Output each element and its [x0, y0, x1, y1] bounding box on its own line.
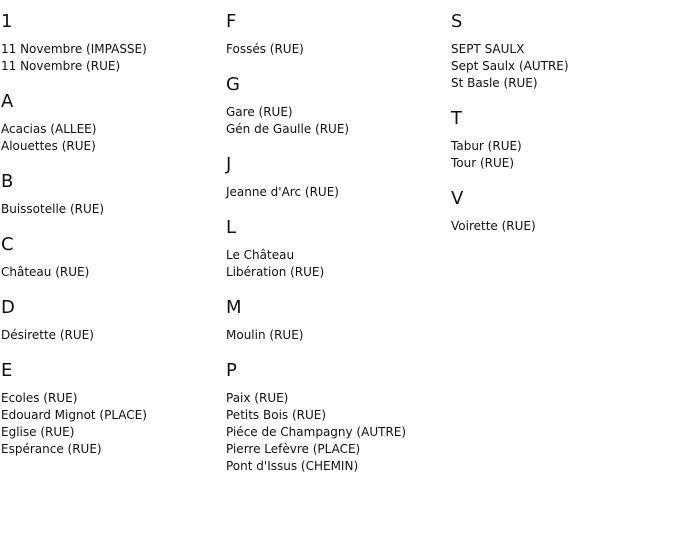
- street-link[interactable]: Eglise (RUE): [1, 425, 75, 439]
- letter-group: [451, 11, 671, 92]
- letter-group: [1, 297, 221, 344]
- letter-heading: J: [226, 154, 232, 175]
- street-link[interactable]: Le Château: [226, 248, 295, 262]
- letter-heading: V: [451, 188, 464, 209]
- street-link[interactable]: Pierre Lefèvre (PLACE): [226, 442, 361, 456]
- letter-heading: 1: [1, 11, 13, 32]
- letter-heading: L: [226, 217, 237, 238]
- street-link[interactable]: Gén de Gaulle (RUE): [226, 122, 350, 136]
- letter-group: [226, 154, 446, 201]
- street-link[interactable]: Château (RUE): [1, 265, 90, 279]
- street-link[interactable]: Voirette (RUE): [451, 219, 536, 233]
- letter-heading: G: [226, 74, 240, 95]
- letter-heading: M: [226, 297, 242, 318]
- letter-group: [226, 11, 446, 58]
- letter-heading: A: [1, 91, 14, 112]
- street-link[interactable]: SEPT SAULX: [451, 42, 525, 56]
- street-link[interactable]: Tabur (RUE): [451, 139, 522, 153]
- letter-group: [1, 234, 221, 281]
- letter-group: [1, 91, 221, 155]
- street-link[interactable]: Ecoles (RUE): [1, 391, 78, 405]
- street-link[interactable]: Fossés (RUE): [226, 42, 304, 56]
- letter-heading: C: [1, 234, 14, 255]
- letter-group: [226, 297, 446, 344]
- street-index-column-2: [226, 11, 446, 491]
- street-link[interactable]: 11 Novembre (RUE): [1, 59, 121, 73]
- letter-group: [226, 217, 446, 281]
- street-link[interactable]: Espérance (RUE): [1, 442, 102, 456]
- street-link[interactable]: Acacias (ALLEE): [1, 122, 97, 136]
- letter-heading: D: [1, 297, 15, 318]
- street-link[interactable]: Gare (RUE): [226, 105, 293, 119]
- letter-heading: P: [226, 360, 237, 381]
- street-link[interactable]: Moulin (RUE): [226, 328, 304, 342]
- letter-heading: E: [1, 360, 13, 381]
- letter-heading: B: [1, 171, 14, 192]
- letter-heading: F: [226, 11, 237, 32]
- street-index-column-1: [1, 11, 221, 474]
- street-link[interactable]: Paix (RUE): [226, 391, 289, 405]
- street-link[interactable]: Buissotelle (RUE): [1, 202, 105, 216]
- street-link[interactable]: Tour (RUE): [451, 156, 515, 170]
- street-link[interactable]: Libération (RUE): [226, 265, 325, 279]
- letter-group: [1, 171, 221, 218]
- letter-group: [1, 360, 221, 458]
- letter-heading: S: [451, 11, 463, 32]
- letter-group: [1, 11, 221, 75]
- letter-heading: T: [451, 108, 462, 129]
- letter-group: [451, 108, 671, 172]
- street-link[interactable]: Alouettes (RUE): [1, 139, 96, 153]
- letter-group: [226, 74, 446, 138]
- street-index-column-3: [451, 11, 671, 251]
- letter-group: [451, 188, 671, 235]
- street-link[interactable]: Edouard Mignot (PLACE): [1, 408, 147, 422]
- street-link[interactable]: Jeanne d'Arc (RUE): [226, 185, 339, 199]
- street-link[interactable]: Désirette (RUE): [1, 328, 94, 342]
- street-link[interactable]: Petits Bois (RUE): [226, 408, 327, 422]
- street-link[interactable]: 11 Novembre (IMPASSE): [1, 42, 147, 56]
- street-link[interactable]: Sept Saulx (AUTRE): [451, 59, 569, 73]
- letter-group: [226, 360, 446, 475]
- street-link[interactable]: St Basle (RUE): [451, 76, 538, 90]
- street-link[interactable]: Piéce de Champagny (AUTRE): [226, 425, 407, 439]
- street-link[interactable]: Pont d'Issus (CHEMIN): [226, 459, 359, 473]
